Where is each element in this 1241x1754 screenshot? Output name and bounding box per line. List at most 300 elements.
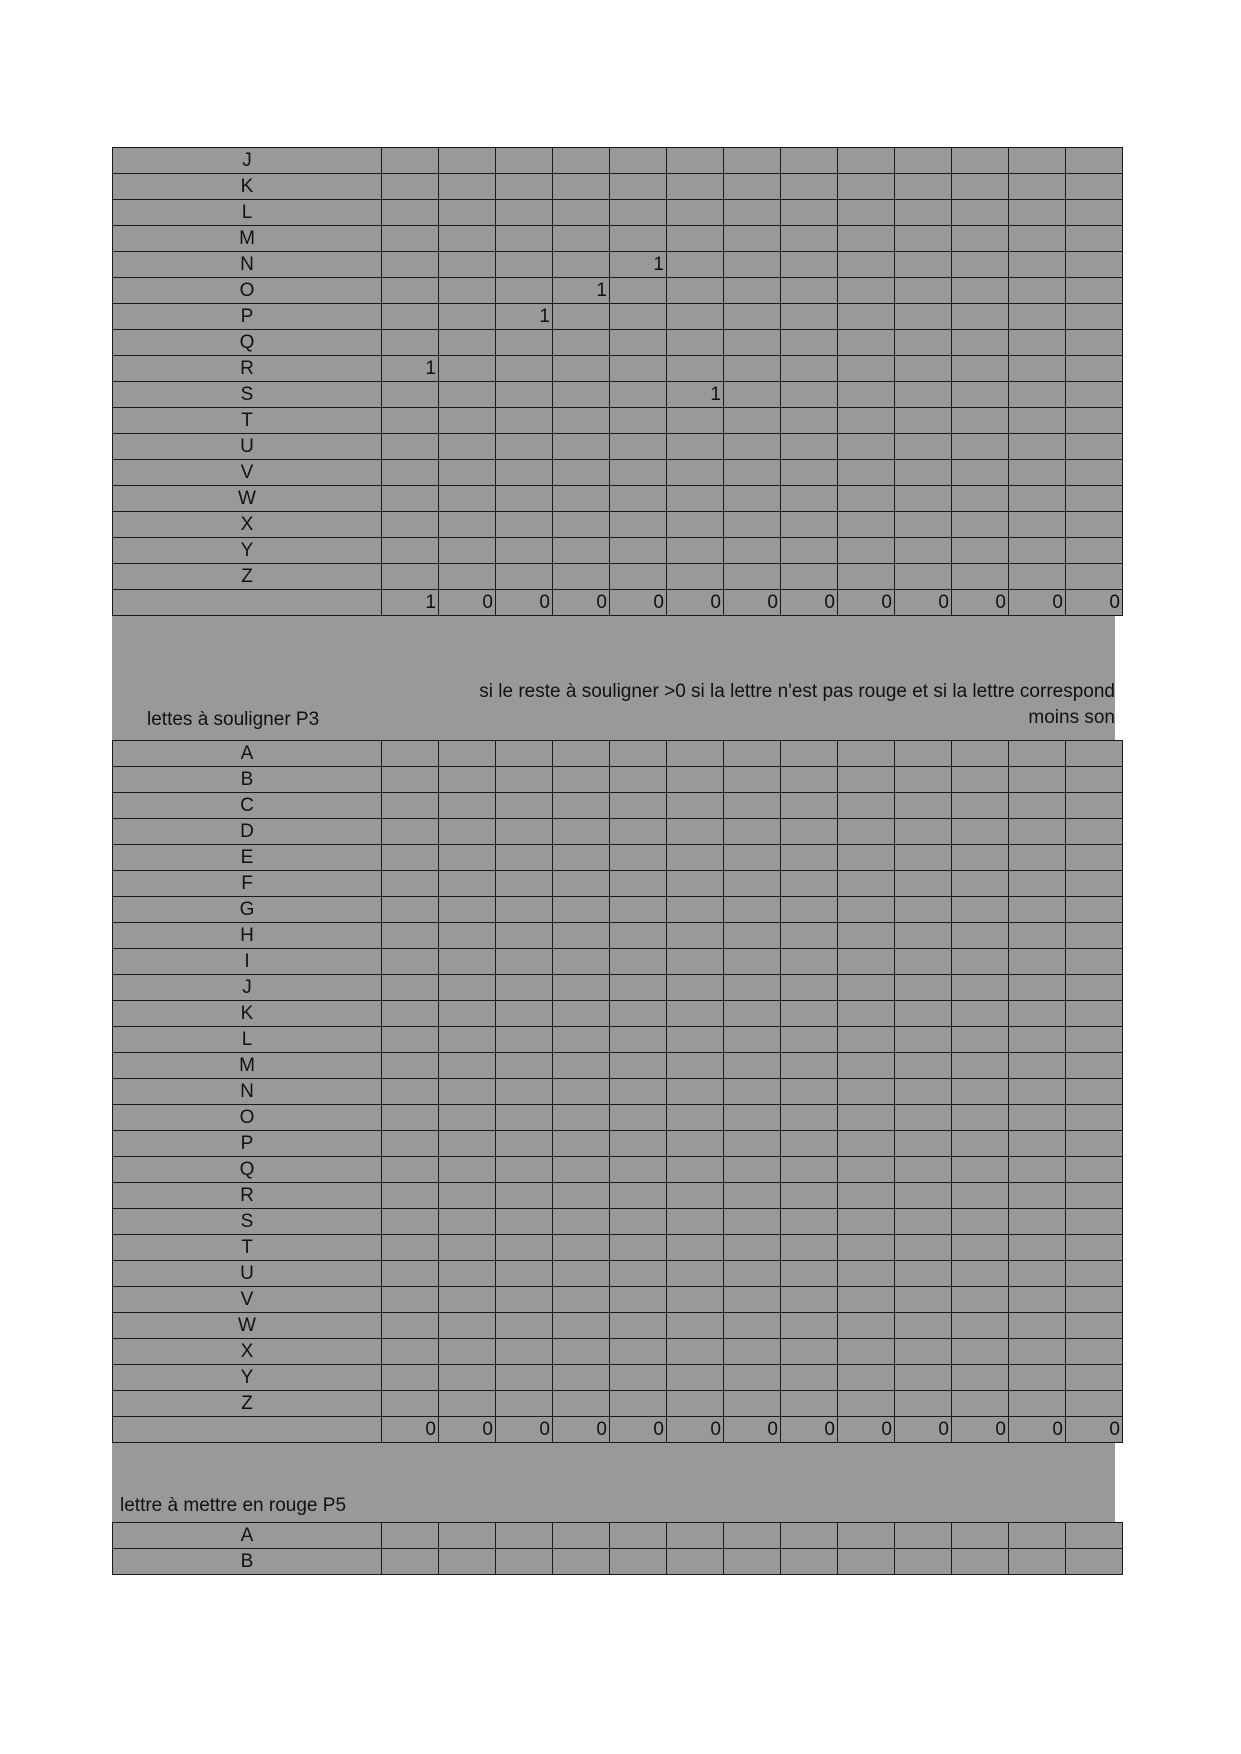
- value-cell[interactable]: [496, 460, 553, 486]
- value-cell[interactable]: [724, 1001, 781, 1027]
- value-cell[interactable]: [496, 897, 553, 923]
- value-cell[interactable]: [1009, 975, 1066, 1001]
- value-cell[interactable]: [553, 330, 610, 356]
- value-cell[interactable]: [553, 741, 610, 767]
- value-cell[interactable]: [838, 278, 895, 304]
- value-cell[interactable]: [667, 975, 724, 1001]
- value-cell[interactable]: [724, 1131, 781, 1157]
- value-cell[interactable]: [838, 1549, 895, 1575]
- value-cell[interactable]: [496, 252, 553, 278]
- value-cell[interactable]: [667, 1235, 724, 1261]
- value-cell[interactable]: [382, 434, 439, 460]
- value-cell[interactable]: [553, 949, 610, 975]
- value-cell[interactable]: [1066, 278, 1123, 304]
- value-cell[interactable]: [895, 923, 952, 949]
- value-cell[interactable]: [1066, 408, 1123, 434]
- value-cell[interactable]: [1009, 741, 1066, 767]
- value-cell[interactable]: [895, 278, 952, 304]
- value-cell[interactable]: [1066, 226, 1123, 252]
- value-cell[interactable]: [838, 382, 895, 408]
- value-cell[interactable]: 0: [724, 1417, 781, 1443]
- value-cell[interactable]: [724, 1079, 781, 1105]
- value-cell[interactable]: [496, 226, 553, 252]
- value-cell[interactable]: [895, 793, 952, 819]
- value-cell[interactable]: [952, 1027, 1009, 1053]
- value-cell[interactable]: [781, 1105, 838, 1131]
- value-cell[interactable]: [610, 1131, 667, 1157]
- value-cell[interactable]: [952, 1001, 1009, 1027]
- value-cell[interactable]: [781, 897, 838, 923]
- value-cell[interactable]: [382, 1157, 439, 1183]
- value-cell[interactable]: [382, 226, 439, 252]
- value-cell[interactable]: [781, 1209, 838, 1235]
- value-cell[interactable]: 1: [496, 304, 553, 330]
- value-cell[interactable]: [553, 1391, 610, 1417]
- value-cell[interactable]: [952, 1523, 1009, 1549]
- value-cell[interactable]: [610, 949, 667, 975]
- value-cell[interactable]: [838, 1261, 895, 1287]
- value-cell[interactable]: [724, 819, 781, 845]
- value-cell[interactable]: [952, 741, 1009, 767]
- value-cell[interactable]: [439, 330, 496, 356]
- value-cell[interactable]: [610, 871, 667, 897]
- value-cell[interactable]: [952, 1157, 1009, 1183]
- value-cell[interactable]: [952, 1313, 1009, 1339]
- value-cell[interactable]: [1066, 1549, 1123, 1575]
- value-cell[interactable]: [553, 819, 610, 845]
- value-cell[interactable]: [1009, 460, 1066, 486]
- value-cell[interactable]: [496, 1523, 553, 1549]
- row-label-cell[interactable]: P: [113, 304, 382, 330]
- value-cell[interactable]: [895, 1549, 952, 1575]
- value-cell[interactable]: [724, 538, 781, 564]
- value-cell[interactable]: 0: [667, 590, 724, 616]
- value-cell[interactable]: [1009, 356, 1066, 382]
- row-label-cell[interactable]: T: [113, 1235, 382, 1261]
- value-cell[interactable]: [724, 767, 781, 793]
- value-cell[interactable]: [667, 356, 724, 382]
- value-cell[interactable]: [439, 174, 496, 200]
- value-cell[interactable]: [667, 741, 724, 767]
- value-cell[interactable]: [439, 1391, 496, 1417]
- value-cell[interactable]: [1009, 767, 1066, 793]
- value-cell[interactable]: [952, 226, 1009, 252]
- value-cell[interactable]: 0: [781, 590, 838, 616]
- value-cell[interactable]: [382, 923, 439, 949]
- value-cell[interactable]: 1: [610, 252, 667, 278]
- value-cell[interactable]: [838, 793, 895, 819]
- row-label-cell[interactable]: F: [113, 871, 382, 897]
- row-label-cell[interactable]: R: [113, 1183, 382, 1209]
- value-cell[interactable]: [382, 1105, 439, 1131]
- value-cell[interactable]: [781, 200, 838, 226]
- value-cell[interactable]: [1009, 382, 1066, 408]
- row-label-cell[interactable]: Q: [113, 330, 382, 356]
- value-cell[interactable]: [724, 1365, 781, 1391]
- value-cell[interactable]: [1066, 819, 1123, 845]
- value-cell[interactable]: [838, 819, 895, 845]
- value-cell[interactable]: [895, 330, 952, 356]
- value-cell[interactable]: [382, 1365, 439, 1391]
- value-cell[interactable]: [1009, 486, 1066, 512]
- row-label-cell[interactable]: X: [113, 1339, 382, 1365]
- value-cell[interactable]: [667, 819, 724, 845]
- value-cell[interactable]: [952, 1287, 1009, 1313]
- value-cell[interactable]: [439, 1523, 496, 1549]
- value-cell[interactable]: 0: [1009, 590, 1066, 616]
- value-cell[interactable]: [895, 975, 952, 1001]
- value-cell[interactable]: [439, 975, 496, 1001]
- value-cell[interactable]: [952, 174, 1009, 200]
- value-cell[interactable]: [439, 1053, 496, 1079]
- value-cell[interactable]: 0: [952, 590, 1009, 616]
- value-cell[interactable]: [553, 356, 610, 382]
- value-cell[interactable]: [1009, 564, 1066, 590]
- value-cell[interactable]: [952, 897, 1009, 923]
- value-cell[interactable]: [1066, 949, 1123, 975]
- value-cell[interactable]: [553, 1209, 610, 1235]
- value-cell[interactable]: [667, 1313, 724, 1339]
- value-cell[interactable]: [781, 1079, 838, 1105]
- value-cell[interactable]: [895, 564, 952, 590]
- value-cell[interactable]: [724, 356, 781, 382]
- value-cell[interactable]: [496, 871, 553, 897]
- row-label-cell[interactable]: U: [113, 1261, 382, 1287]
- value-cell[interactable]: [667, 845, 724, 871]
- value-cell[interactable]: [610, 382, 667, 408]
- value-cell[interactable]: [1066, 564, 1123, 590]
- value-cell[interactable]: [1066, 304, 1123, 330]
- value-cell[interactable]: [439, 1079, 496, 1105]
- value-cell[interactable]: [724, 1523, 781, 1549]
- value-cell[interactable]: [496, 741, 553, 767]
- value-cell[interactable]: [781, 1365, 838, 1391]
- row-label-cell[interactable]: A: [113, 1523, 382, 1549]
- value-cell[interactable]: [439, 512, 496, 538]
- value-cell[interactable]: [724, 1209, 781, 1235]
- value-cell[interactable]: [496, 1313, 553, 1339]
- value-cell[interactable]: [382, 148, 439, 174]
- value-cell[interactable]: [496, 278, 553, 304]
- value-cell[interactable]: 1: [382, 356, 439, 382]
- value-cell[interactable]: [1009, 1027, 1066, 1053]
- value-cell[interactable]: [895, 538, 952, 564]
- value-cell[interactable]: [895, 1209, 952, 1235]
- value-cell[interactable]: [1009, 200, 1066, 226]
- value-cell[interactable]: [838, 1209, 895, 1235]
- value-cell[interactable]: [439, 741, 496, 767]
- row-label-cell[interactable]: D: [113, 819, 382, 845]
- value-cell[interactable]: [724, 1287, 781, 1313]
- value-cell[interactable]: [1009, 1235, 1066, 1261]
- value-cell[interactable]: [610, 1183, 667, 1209]
- value-cell[interactable]: [553, 1261, 610, 1287]
- value-cell[interactable]: [895, 871, 952, 897]
- row-label-cell[interactable]: Z: [113, 564, 382, 590]
- value-cell[interactable]: [1066, 793, 1123, 819]
- value-cell[interactable]: [1009, 1053, 1066, 1079]
- value-cell[interactable]: [724, 460, 781, 486]
- value-cell[interactable]: [382, 1261, 439, 1287]
- value-cell[interactable]: [781, 252, 838, 278]
- value-cell[interactable]: [1066, 1105, 1123, 1131]
- value-cell[interactable]: [496, 356, 553, 382]
- value-cell[interactable]: [838, 1313, 895, 1339]
- value-cell[interactable]: [724, 923, 781, 949]
- value-cell[interactable]: [610, 1261, 667, 1287]
- value-cell[interactable]: [667, 434, 724, 460]
- value-cell[interactable]: [610, 1105, 667, 1131]
- value-cell[interactable]: [1066, 1079, 1123, 1105]
- value-cell[interactable]: [952, 148, 1009, 174]
- value-cell[interactable]: [724, 564, 781, 590]
- row-label-cell[interactable]: H: [113, 923, 382, 949]
- value-cell[interactable]: [895, 1313, 952, 1339]
- value-cell[interactable]: [496, 1131, 553, 1157]
- value-cell[interactable]: [781, 486, 838, 512]
- value-cell[interactable]: [610, 793, 667, 819]
- value-cell[interactable]: [610, 408, 667, 434]
- value-cell[interactable]: [439, 200, 496, 226]
- value-cell[interactable]: [1066, 1209, 1123, 1235]
- row-label-cell[interactable]: I: [113, 949, 382, 975]
- value-cell[interactable]: [1009, 1523, 1066, 1549]
- value-cell[interactable]: [1066, 897, 1123, 923]
- value-cell[interactable]: [895, 408, 952, 434]
- value-cell[interactable]: [838, 408, 895, 434]
- row-label-cell[interactable]: C: [113, 793, 382, 819]
- value-cell[interactable]: [781, 434, 838, 460]
- value-cell[interactable]: [610, 278, 667, 304]
- value-cell[interactable]: [724, 1157, 781, 1183]
- value-cell[interactable]: [781, 1523, 838, 1549]
- value-cell[interactable]: [382, 1549, 439, 1575]
- value-cell[interactable]: [952, 408, 1009, 434]
- value-cell[interactable]: [1009, 1391, 1066, 1417]
- row-label-cell[interactable]: J: [113, 975, 382, 1001]
- value-cell[interactable]: [1009, 226, 1066, 252]
- value-cell[interactable]: [781, 819, 838, 845]
- value-cell[interactable]: [895, 767, 952, 793]
- value-cell[interactable]: [838, 1079, 895, 1105]
- value-cell[interactable]: [496, 408, 553, 434]
- value-cell[interactable]: [838, 200, 895, 226]
- value-cell[interactable]: [1066, 434, 1123, 460]
- value-cell[interactable]: [610, 1001, 667, 1027]
- value-cell[interactable]: [1066, 538, 1123, 564]
- value-cell[interactable]: 0: [382, 1417, 439, 1443]
- value-cell[interactable]: [667, 949, 724, 975]
- value-cell[interactable]: [553, 538, 610, 564]
- value-cell[interactable]: [439, 1027, 496, 1053]
- value-cell[interactable]: [667, 564, 724, 590]
- value-cell[interactable]: [610, 1235, 667, 1261]
- value-cell[interactable]: [781, 1001, 838, 1027]
- value-cell[interactable]: [667, 304, 724, 330]
- row-label-cell[interactable]: S: [113, 382, 382, 408]
- value-cell[interactable]: [1009, 1365, 1066, 1391]
- value-cell[interactable]: [1066, 486, 1123, 512]
- value-cell[interactable]: [1066, 871, 1123, 897]
- value-cell[interactable]: [667, 408, 724, 434]
- value-cell[interactable]: [838, 871, 895, 897]
- value-cell[interactable]: [667, 1131, 724, 1157]
- value-cell[interactable]: [553, 1287, 610, 1313]
- value-cell[interactable]: [610, 200, 667, 226]
- value-cell[interactable]: [895, 1287, 952, 1313]
- value-cell[interactable]: [781, 1549, 838, 1575]
- value-cell[interactable]: [553, 1105, 610, 1131]
- value-cell[interactable]: [895, 1157, 952, 1183]
- value-cell[interactable]: [667, 1523, 724, 1549]
- value-cell[interactable]: [610, 512, 667, 538]
- value-cell[interactable]: [1009, 923, 1066, 949]
- value-cell[interactable]: [1066, 1183, 1123, 1209]
- value-cell[interactable]: [1066, 252, 1123, 278]
- value-cell[interactable]: [838, 1001, 895, 1027]
- value-cell[interactable]: 0: [838, 590, 895, 616]
- value-cell[interactable]: [496, 1105, 553, 1131]
- value-cell[interactable]: [553, 512, 610, 538]
- value-cell[interactable]: [895, 382, 952, 408]
- value-cell[interactable]: [439, 871, 496, 897]
- value-cell[interactable]: [1009, 1549, 1066, 1575]
- value-cell[interactable]: [610, 975, 667, 1001]
- value-cell[interactable]: [838, 304, 895, 330]
- value-cell[interactable]: [667, 1287, 724, 1313]
- value-cell[interactable]: [553, 845, 610, 871]
- value-cell[interactable]: [1009, 845, 1066, 871]
- value-cell[interactable]: [610, 1391, 667, 1417]
- value-cell[interactable]: [382, 1053, 439, 1079]
- value-cell[interactable]: [667, 1209, 724, 1235]
- value-cell[interactable]: [724, 512, 781, 538]
- value-cell[interactable]: 0: [553, 590, 610, 616]
- row-label-cell[interactable]: P: [113, 1131, 382, 1157]
- value-cell[interactable]: [781, 871, 838, 897]
- value-cell[interactable]: [952, 949, 1009, 975]
- value-cell[interactable]: [439, 897, 496, 923]
- value-cell[interactable]: [895, 1053, 952, 1079]
- value-cell[interactable]: [1009, 1157, 1066, 1183]
- value-cell[interactable]: [838, 174, 895, 200]
- row-label-cell[interactable]: [113, 1417, 382, 1443]
- value-cell[interactable]: [610, 460, 667, 486]
- row-label-cell[interactable]: W: [113, 486, 382, 512]
- value-cell[interactable]: [439, 252, 496, 278]
- value-cell[interactable]: [724, 330, 781, 356]
- value-cell[interactable]: [1009, 819, 1066, 845]
- value-cell[interactable]: 0: [553, 1417, 610, 1443]
- value-cell[interactable]: 1: [667, 382, 724, 408]
- row-label-cell[interactable]: R: [113, 356, 382, 382]
- value-cell[interactable]: [724, 200, 781, 226]
- value-cell[interactable]: [781, 949, 838, 975]
- value-cell[interactable]: [439, 486, 496, 512]
- value-cell[interactable]: [439, 1365, 496, 1391]
- value-cell[interactable]: [781, 1183, 838, 1209]
- value-cell[interactable]: [724, 975, 781, 1001]
- value-cell[interactable]: [553, 174, 610, 200]
- value-cell[interactable]: [1066, 1287, 1123, 1313]
- value-cell[interactable]: [781, 1235, 838, 1261]
- value-cell[interactable]: [781, 1261, 838, 1287]
- value-cell[interactable]: [382, 538, 439, 564]
- value-cell[interactable]: [667, 174, 724, 200]
- value-cell[interactable]: [1066, 1053, 1123, 1079]
- value-cell[interactable]: [895, 1131, 952, 1157]
- value-cell[interactable]: [952, 975, 1009, 1001]
- row-label-cell[interactable]: B: [113, 1549, 382, 1575]
- value-cell[interactable]: [439, 226, 496, 252]
- value-cell[interactable]: [553, 975, 610, 1001]
- value-cell[interactable]: [838, 1027, 895, 1053]
- value-cell[interactable]: [1066, 460, 1123, 486]
- value-cell[interactable]: [724, 252, 781, 278]
- value-cell[interactable]: [895, 741, 952, 767]
- value-cell[interactable]: [382, 460, 439, 486]
- value-cell[interactable]: [553, 923, 610, 949]
- value-cell[interactable]: [382, 767, 439, 793]
- value-cell[interactable]: [781, 304, 838, 330]
- value-cell[interactable]: [724, 278, 781, 304]
- value-cell[interactable]: [895, 1339, 952, 1365]
- value-cell[interactable]: [667, 1183, 724, 1209]
- value-cell[interactable]: [781, 1131, 838, 1157]
- value-cell[interactable]: [667, 767, 724, 793]
- value-cell[interactable]: [553, 1339, 610, 1365]
- value-cell[interactable]: [439, 538, 496, 564]
- value-cell[interactable]: [781, 408, 838, 434]
- value-cell[interactable]: [1009, 434, 1066, 460]
- value-cell[interactable]: [1066, 923, 1123, 949]
- value-cell[interactable]: [952, 1391, 1009, 1417]
- row-label-cell[interactable]: L: [113, 200, 382, 226]
- value-cell[interactable]: 0: [952, 1417, 1009, 1443]
- row-label-cell[interactable]: [113, 590, 382, 616]
- value-cell[interactable]: [667, 897, 724, 923]
- value-cell[interactable]: [895, 200, 952, 226]
- value-cell[interactable]: [610, 741, 667, 767]
- value-cell[interactable]: [781, 382, 838, 408]
- value-cell[interactable]: 0: [439, 590, 496, 616]
- value-cell[interactable]: [496, 564, 553, 590]
- value-cell[interactable]: 0: [1066, 1417, 1123, 1443]
- value-cell[interactable]: [496, 1391, 553, 1417]
- row-label-cell[interactable]: M: [113, 1053, 382, 1079]
- value-cell[interactable]: [382, 1079, 439, 1105]
- value-cell[interactable]: [496, 1079, 553, 1105]
- value-cell[interactable]: [667, 871, 724, 897]
- row-label-cell[interactable]: W: [113, 1313, 382, 1339]
- value-cell[interactable]: [781, 278, 838, 304]
- value-cell[interactable]: [952, 278, 1009, 304]
- value-cell[interactable]: [496, 1053, 553, 1079]
- value-cell[interactable]: [952, 304, 1009, 330]
- value-cell[interactable]: [496, 1365, 553, 1391]
- value-cell[interactable]: [496, 793, 553, 819]
- value-cell[interactable]: [838, 486, 895, 512]
- value-cell[interactable]: [838, 1157, 895, 1183]
- value-cell[interactable]: [1066, 1001, 1123, 1027]
- value-cell[interactable]: [1066, 767, 1123, 793]
- value-cell[interactable]: [553, 1183, 610, 1209]
- value-cell[interactable]: [838, 845, 895, 871]
- value-cell[interactable]: [781, 148, 838, 174]
- value-cell[interactable]: [382, 304, 439, 330]
- value-cell[interactable]: [952, 564, 1009, 590]
- value-cell[interactable]: [439, 148, 496, 174]
